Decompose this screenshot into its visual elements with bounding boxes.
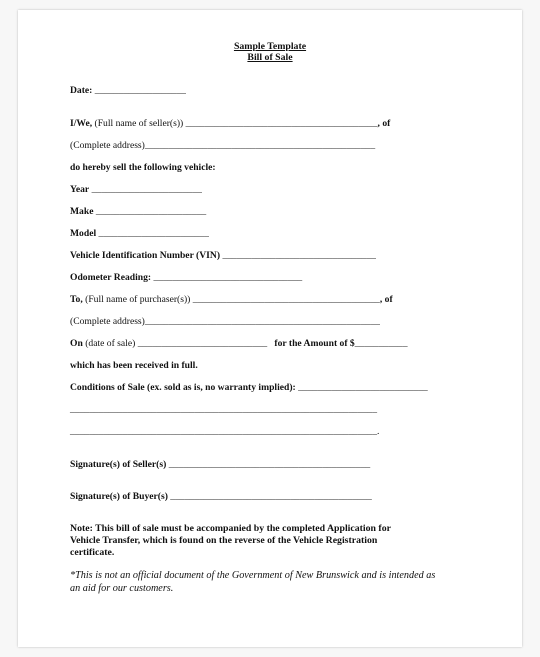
model-field[interactable]: _______________________	[98, 228, 209, 239]
document-page	[18, 10, 522, 647]
seller-address-field[interactable]: (Complete address)________________________________________________	[70, 140, 376, 151]
amount-field[interactable]: ___________	[354, 338, 408, 349]
conditions-line-3[interactable]: ________________________________________________________________.	[70, 426, 380, 437]
amount-label: for the Amount of $	[274, 338, 355, 349]
conditions-label: Conditions of Sale (ex. sold as is, no warranty implied):	[70, 382, 296, 393]
vin-field[interactable]: ________________________________	[222, 250, 376, 261]
disclaimer-line-2: an aid for our customers.	[70, 582, 174, 594]
title-bill-of-sale	[18, 52, 522, 63]
purchaser-name-field[interactable]: _______________________________________	[192, 294, 380, 305]
disclaimer-block	[70, 570, 470, 595]
title-line-1: Sample Template	[233, 41, 307, 52]
conditions-field[interactable]: ___________________________	[298, 382, 428, 393]
note-line-1: Note: This bill of sale must be accompanied by the completed Application for	[70, 523, 391, 534]
sell-statement: do hereby sell the following vehicle:	[70, 162, 216, 173]
vin-label: Vehicle Identification Number (VIN)	[70, 250, 221, 261]
received-statement: which has been received in full.	[70, 360, 198, 371]
year-row	[70, 184, 202, 196]
note-line-3: certificate.	[70, 547, 115, 558]
odometer-field[interactable]: _______________________________	[153, 272, 303, 283]
sale-date-amount-row	[70, 338, 408, 350]
year-field[interactable]: _______________________	[91, 184, 202, 195]
date-field[interactable]: ___________________	[94, 85, 186, 96]
conditions-line-2[interactable]: ________________________________________________________________	[70, 404, 377, 415]
purchaser-hint: (Full name of purchaser(s))	[85, 294, 191, 305]
sale-date-hint: (date of sale)	[85, 338, 136, 349]
purchaser-address-field[interactable]: (Complete address)_________________________________________________	[70, 316, 380, 327]
seller-signature-field[interactable]: __________________________________________	[168, 459, 371, 470]
bill-of-sale-form	[18, 10, 522, 647]
seller-of: , of	[377, 118, 391, 129]
seller-signature-row	[70, 459, 370, 471]
conditions-row	[70, 382, 428, 394]
odometer-label: Odometer Reading:	[70, 272, 152, 283]
disclaimer-line-1: *This is not an official document of the Government of New Brunswick and is intended as	[70, 570, 436, 581]
year-label: Year	[70, 184, 90, 195]
sale-date-field[interactable]: ___________________________	[137, 338, 268, 349]
seller-label: I/We,	[70, 118, 93, 129]
purchaser-label: To,	[70, 294, 83, 305]
vin-row	[70, 250, 376, 262]
purchaser-of: , of	[379, 294, 393, 305]
make-row	[70, 206, 206, 218]
title-line-2: Bill of Sale	[247, 52, 293, 63]
make-field[interactable]: _______________________	[95, 206, 207, 217]
purchaser-row	[70, 294, 393, 306]
seller-row	[70, 118, 390, 130]
seller-hint: (Full name of seller(s))	[94, 118, 184, 129]
odometer-row	[70, 272, 302, 284]
buyer-signature-field[interactable]: __________________________________________	[170, 491, 372, 502]
seller-name-field[interactable]: ________________________________________	[185, 118, 378, 129]
title-sample-template	[18, 41, 522, 52]
model-row	[70, 228, 209, 240]
purchaser-address-row	[70, 316, 380, 328]
model-label: Model	[70, 228, 97, 239]
note-block	[70, 523, 470, 559]
seller-address-row	[70, 140, 375, 152]
seller-signature-label: Signature(s) of Seller(s)	[70, 459, 167, 470]
buyer-signature-label: Signature(s) of Buyer(s)	[70, 491, 168, 502]
buyer-signature-row	[70, 491, 372, 503]
note-line-2: Vehicle Transfer, which is found on the reverse of the Vehicle Registration	[70, 535, 378, 546]
date-row	[70, 85, 186, 97]
make-label: Make	[70, 206, 94, 217]
on-label: On	[70, 338, 83, 349]
date-label: Date:	[70, 85, 93, 96]
